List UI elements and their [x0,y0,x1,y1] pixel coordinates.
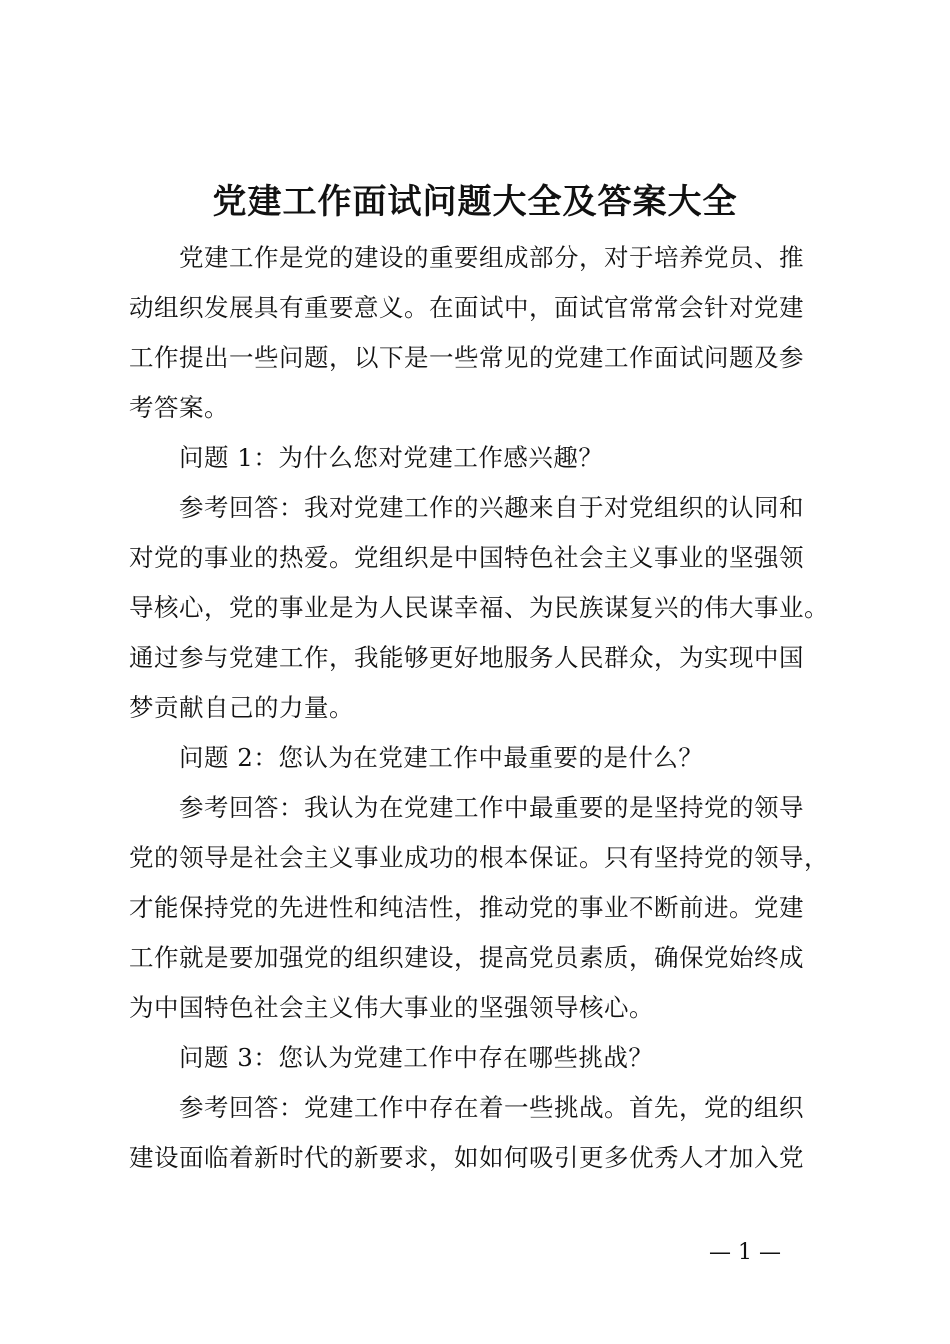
answer-line: 才能保持党的先进性和纯洁性，推动党的事业不断前进。党建 [129,893,804,922]
question-line: 问题 1：为什么您对党建工作感兴趣？ [179,443,604,472]
document-body [129,233,833,1183]
answer-line: 建设面临着新时代的新要求，如如何吸引更多优秀人才加入党 [129,1143,804,1172]
answer-line: 为中国特色社会主义伟大事业的坚强领导核心。 [129,993,654,1022]
question-line: 问题 2：您认为在党建工作中最重要的是什么？ [179,743,704,772]
answer-line: 党的领导是社会主义事业成功的根本保证。只有坚持党的领导， [129,843,829,872]
answer-line: 导核心，党的事业是为人民谋幸福、为民族谋复兴的伟大事业。 [129,593,829,622]
answer-line: 通过参与党建工作，我能够更好地服务人民群众，为实现中国 [129,643,804,672]
answer-line: 梦贡献自己的力量。 [129,693,354,722]
answer-line: 对党的事业的热爱。党组织是中国特色社会主义事业的坚强领 [129,543,804,572]
paragraph-line: 工作提出一些问题，以下是一些常见的党建工作面试问题及参 [129,343,804,372]
document-title: 党建工作面试问题大全及答案大全 [212,182,738,222]
answer-line: 参考回答：我认为在党建工作中最重要的是坚持党的领导 [179,793,804,822]
question-line: 问题 3：您认为党建工作中存在哪些挑战？ [179,1043,654,1072]
answer-line: 参考回答：我对党建工作的兴趣来自于对党组织的认同和 [179,493,804,522]
paragraph-line: 动组织发展具有重要意义。在面试中，面试官常常会针对党建 [129,293,804,322]
answer-line: 参考回答：党建工作中存在着一些挑战。首先，党的组织 [179,1093,804,1122]
page-number: — 1 — [709,1240,781,1265]
paragraph-line: 考答案。 [129,393,229,422]
paragraph-line: 党建工作是党的建设的重要组成部分，对于培养党员、推 [179,243,804,272]
answer-line: 工作就是要加强党的组织建设，提高党员素质，确保党始终成 [129,943,804,972]
